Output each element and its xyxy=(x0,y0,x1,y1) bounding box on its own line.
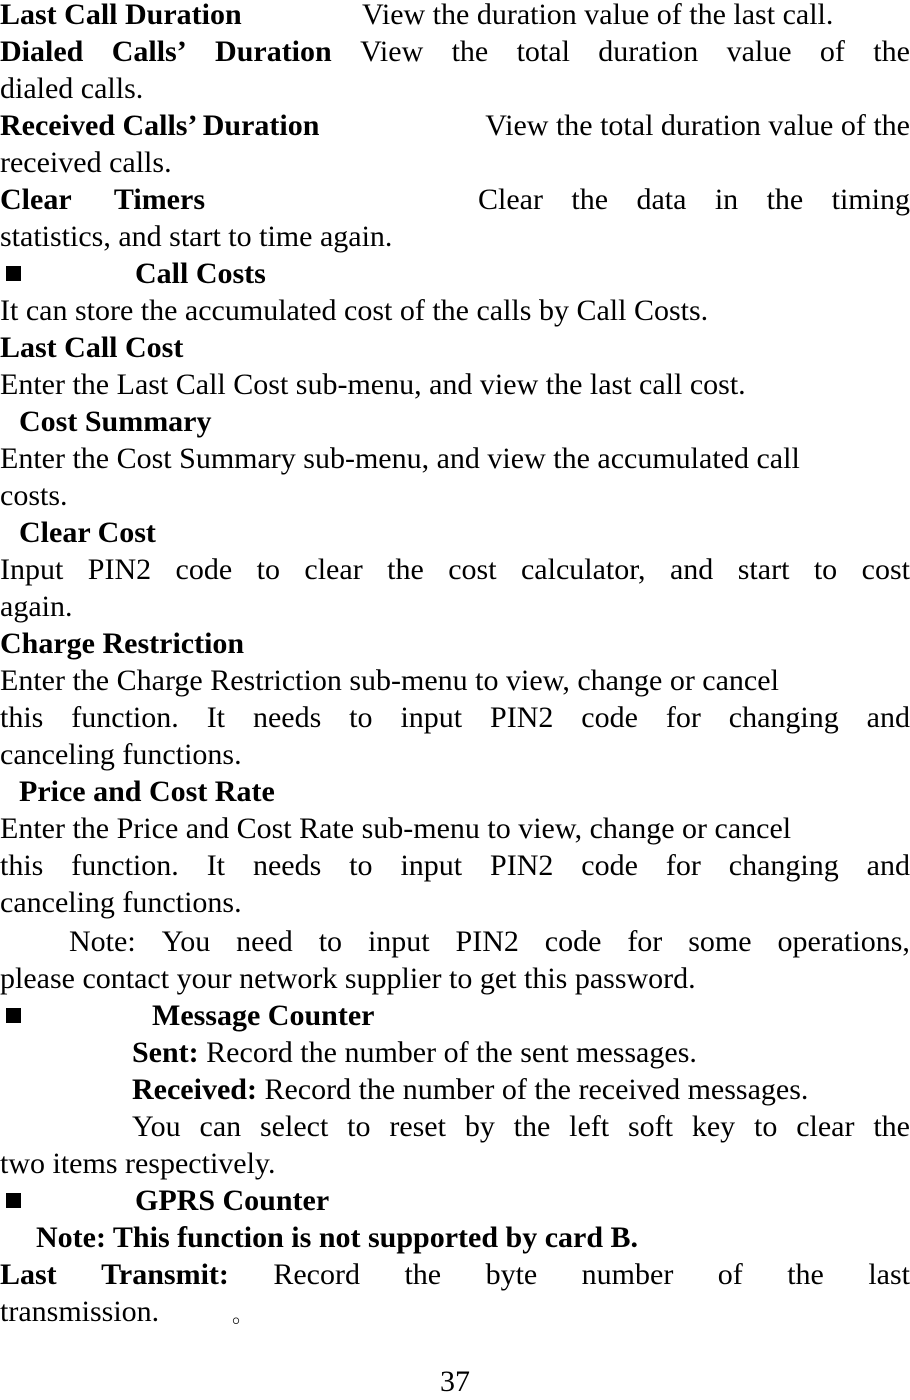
cr-w5: to xyxy=(349,701,373,734)
note-w3: need xyxy=(236,925,293,958)
cost-summary-desc: Enter the Cost Summary sub-menu, and view the accumulated call xyxy=(0,442,800,475)
dialed-calls-duration-line xyxy=(0,33,910,70)
reset-w10: key xyxy=(691,1110,736,1143)
clear-cost-w9: and xyxy=(669,553,714,586)
clear-cost-cont: again. xyxy=(0,590,73,623)
pcr-w5: to xyxy=(349,849,373,882)
bullet-square-icon xyxy=(6,266,21,281)
message-counter-heading-line xyxy=(0,997,910,1034)
received-calls-desc: View the total duration value of the xyxy=(485,109,910,142)
note-w8: for xyxy=(627,925,663,958)
gprs-note: Note: This function is not supported by card B. xyxy=(36,1221,639,1254)
clear-cost-w8: calculator, xyxy=(520,553,646,586)
clear-cost-w10: start xyxy=(737,553,790,586)
pcr-w6: input xyxy=(400,849,463,882)
clear-cost-w6: the xyxy=(387,553,424,586)
clear-cost-w1: Input xyxy=(0,553,64,586)
reset-w11: to xyxy=(754,1110,778,1143)
clear-timers-term-w2: Timers xyxy=(113,183,205,216)
cr-w6: input xyxy=(400,701,463,734)
sent-desc: Record the number of the sent messages. xyxy=(198,1036,697,1069)
page-number: 37 xyxy=(440,1365,470,1398)
lt-w8: the xyxy=(787,1258,824,1291)
cr-w2: function. xyxy=(71,701,179,734)
gprs-counter-heading-line xyxy=(0,1182,910,1219)
note-w6: PIN2 xyxy=(455,925,519,958)
cost-summary-cont: costs. xyxy=(0,479,68,512)
lt-w4: the xyxy=(404,1258,442,1291)
charge-restriction-title: Charge Restriction xyxy=(0,627,245,660)
reset-w12: clear xyxy=(796,1110,855,1143)
note-w9: some xyxy=(688,925,752,958)
pcr-w7: PIN2 xyxy=(490,849,554,882)
dialed-desc-w4: duration xyxy=(598,35,699,68)
reset-w1: You xyxy=(132,1110,181,1143)
bullet-square-icon xyxy=(6,1193,21,1208)
cr-w7: PIN2 xyxy=(490,701,554,734)
charge-restriction-cont: canceling functions. xyxy=(0,738,242,771)
price-cost-rate-cont: canceling functions. xyxy=(0,886,242,919)
clear-timers-cont: statistics, and start to time again. xyxy=(0,220,393,253)
reset-w8: left xyxy=(569,1110,610,1143)
note-w4: to xyxy=(318,925,343,958)
clear-timers-term-w1: Clear xyxy=(0,183,72,216)
clear-cost-w3: code xyxy=(175,553,233,586)
call-costs-intro: It can store the accumulated cost of the calls by Call Costs. xyxy=(0,294,709,327)
clear-cost-w2: PIN2 xyxy=(87,553,152,586)
clear-cost-desc xyxy=(0,551,910,588)
clear-timers-desc-w1: Clear xyxy=(478,183,543,216)
cr-w10: changing xyxy=(728,701,839,734)
clear-timers-desc-w5: the xyxy=(766,183,804,216)
reset-w2: can xyxy=(199,1110,242,1143)
cr-w3: It xyxy=(206,701,226,734)
dialed-desc-w6: of xyxy=(819,35,845,68)
clear-timers-desc-w2: the xyxy=(571,183,609,216)
lt-w5: byte xyxy=(485,1258,538,1291)
clear-cost-w5: clear xyxy=(304,553,363,586)
message-counter-heading: Message Counter xyxy=(152,999,375,1032)
lt-w7: of xyxy=(717,1258,743,1291)
pin2-note-cont: please contact your network supplier to get this password. xyxy=(0,962,696,995)
clear-timers-desc-w4: in xyxy=(714,183,739,216)
pcr-w9: for xyxy=(665,849,701,882)
dialed-desc-w1: View xyxy=(360,35,424,68)
call-costs-heading-line xyxy=(0,255,910,292)
clear-timers-desc-w3: data xyxy=(636,183,687,216)
reset-w7: the xyxy=(513,1110,551,1143)
charge-restriction-desc: Enter the Charge Restriction sub-menu to view, change or cancel xyxy=(0,664,779,697)
dialed-desc-w5: value xyxy=(726,35,792,68)
note-w7: code xyxy=(544,925,602,958)
reset-w9: soft xyxy=(627,1110,673,1143)
reset-w5: reset xyxy=(389,1110,446,1143)
cr-w8: code xyxy=(581,701,638,734)
dialed-term-w3: Duration xyxy=(215,35,332,68)
clear-cost-w7: cost xyxy=(448,553,497,586)
last-call-duration-desc: View the duration value of the last call. xyxy=(362,0,834,31)
dialed-term-w1: Dialed xyxy=(0,35,84,68)
charge-restriction-desc2 xyxy=(0,699,910,736)
clear-cost-w11: to xyxy=(813,553,838,586)
received-label: Received: xyxy=(132,1073,257,1106)
sent-label: Sent: xyxy=(132,1036,199,1069)
received-desc: Record the number of the received messages. xyxy=(256,1073,809,1106)
pcr-w3: It xyxy=(206,849,226,882)
clear-cost-w12: cost xyxy=(861,553,910,586)
trailing-mark: 。 xyxy=(232,1302,255,1327)
reset-w13: the xyxy=(873,1110,910,1143)
last-call-duration-term: Last Call Duration xyxy=(0,0,242,31)
lt-w2: Transmit: xyxy=(101,1258,229,1291)
lt-w6: number xyxy=(581,1258,674,1291)
price-cost-rate-title: Price and Cost Rate xyxy=(19,775,275,808)
received-calls-cont: received calls. xyxy=(0,146,172,179)
dialed-calls-cont: dialed calls. xyxy=(0,72,144,105)
last-transmit-line xyxy=(0,1256,910,1293)
pcr-w11: and xyxy=(866,849,910,882)
reset-note xyxy=(132,1108,910,1145)
pcr-w1: this xyxy=(0,849,44,882)
last-transmit-cont: transmission. xyxy=(0,1295,160,1328)
cr-w11: and xyxy=(866,701,910,734)
dialed-desc-w7: the xyxy=(873,35,910,68)
price-cost-rate-desc2 xyxy=(0,847,910,884)
pcr-w8: code xyxy=(581,849,638,882)
dialed-desc-w2: the xyxy=(451,35,489,68)
reset-note-cont: two items respectively. xyxy=(0,1147,276,1180)
received-calls-term: Received Calls’ Duration xyxy=(0,109,320,142)
pin2-note xyxy=(69,923,910,960)
cr-w9: for xyxy=(665,701,701,734)
dialed-term-w2: Calls’ xyxy=(111,35,187,68)
sent-line xyxy=(132,1034,910,1071)
reset-w6: by xyxy=(464,1110,495,1143)
clear-cost-title: Clear Cost xyxy=(19,516,156,549)
lt-w9: last xyxy=(868,1258,910,1291)
note-w10: operations, xyxy=(777,925,910,958)
note-w5: input xyxy=(367,925,430,958)
lt-w1: Last xyxy=(0,1258,57,1291)
gprs-counter-heading: GPRS Counter xyxy=(135,1184,330,1217)
clear-cost-w4: to xyxy=(256,553,280,586)
call-costs-heading: Call Costs xyxy=(135,257,266,290)
last-call-cost-title: Last Call Cost xyxy=(0,331,184,364)
cr-w1: this xyxy=(0,701,44,734)
last-call-duration-line xyxy=(0,0,910,33)
bullet-square-icon xyxy=(6,1008,21,1023)
lt-w3: Record xyxy=(273,1258,360,1291)
clear-timers-line xyxy=(0,181,910,218)
last-call-cost-desc: Enter the Last Call Cost sub-menu, and view the last call cost. xyxy=(0,368,746,401)
reset-w3: select xyxy=(260,1110,329,1143)
pcr-w10: changing xyxy=(728,849,839,882)
price-cost-rate-desc: Enter the Price and Cost Rate sub-menu to view, change or cancel xyxy=(0,812,792,845)
received-line xyxy=(132,1071,910,1108)
pcr-w4: needs xyxy=(252,849,322,882)
received-calls-duration-line xyxy=(0,107,910,144)
cr-w4: needs xyxy=(252,701,322,734)
dialed-desc-w3: total xyxy=(516,35,570,68)
clear-timers-desc xyxy=(478,181,910,218)
reset-w4: to xyxy=(347,1110,371,1143)
pcr-w2: function. xyxy=(71,849,179,882)
clear-timers-desc-w6: timing xyxy=(831,183,910,216)
cost-summary-title: Cost Summary xyxy=(19,405,212,438)
note-w2: You xyxy=(161,925,211,958)
note-w1: Note: xyxy=(69,925,136,958)
clear-timers-term xyxy=(0,181,205,218)
